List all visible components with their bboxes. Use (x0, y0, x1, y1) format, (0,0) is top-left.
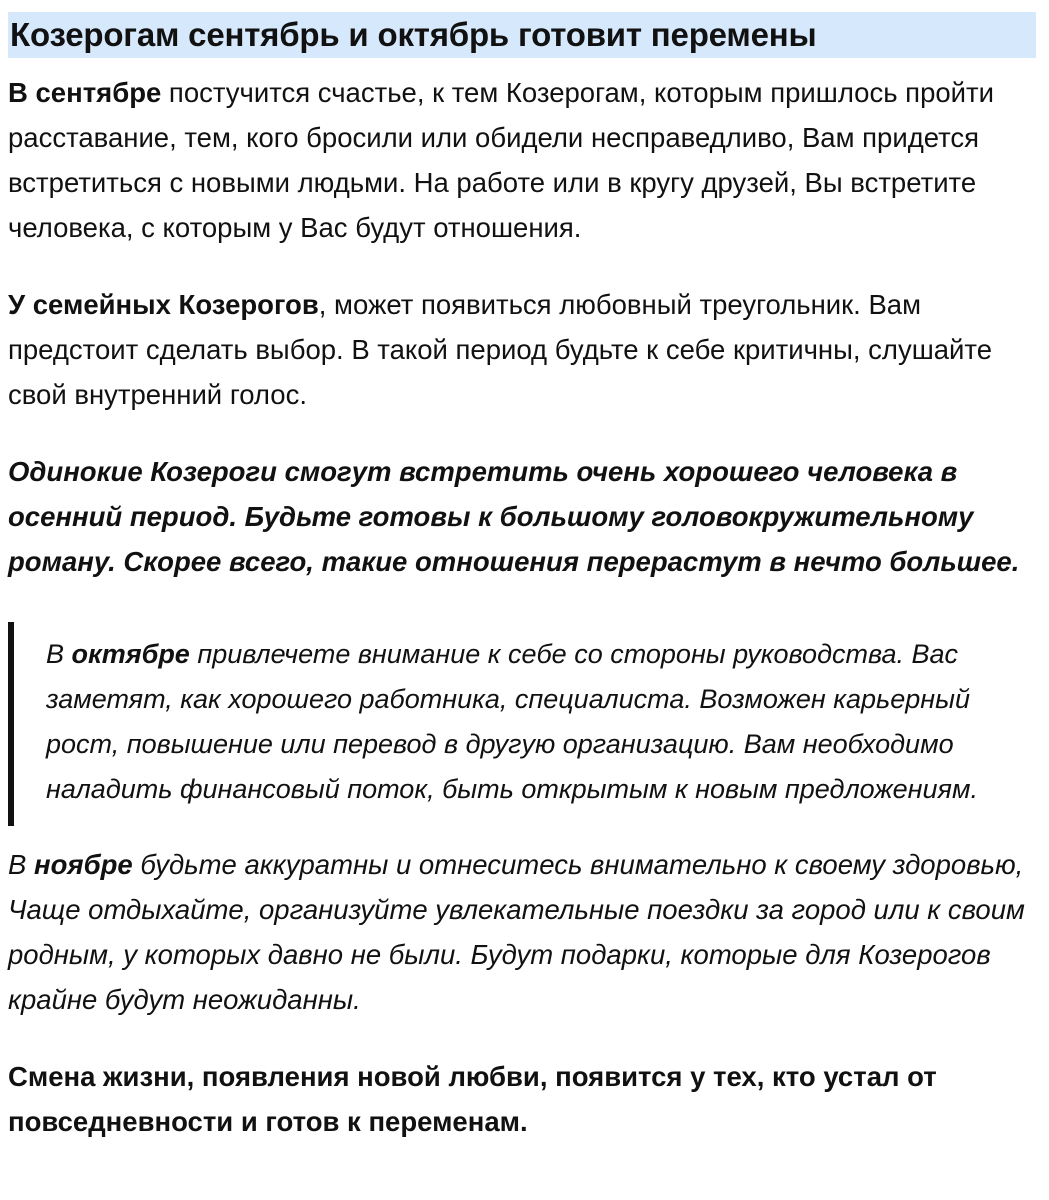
paragraph-single: Одинокие Козероги смогут встретить очень хорошего человека в осенний период. Будьте готовы к большому головокружительному роману. Скорее всего, такие отношения перерастут в нечто большее. (8, 456, 1020, 577)
paragraph-lead: В сентябре (8, 77, 162, 108)
paragraph-prefix: В (8, 849, 34, 880)
paragraph-lead: У семейных Козерогов (8, 289, 319, 320)
paragraph-november (8, 842, 1040, 1022)
quote-text: привлечете внимание к себе со стороны руководства. Вас заметят, как хорошего работника, специалиста. Возможен карьерный рост, повышение или перевод в другую организацию. Вам необходимо наладить финансовый поток, быть открытым к новым предложениям. (46, 639, 978, 804)
quote-october (8, 622, 1000, 826)
paragraph-family (8, 282, 1040, 417)
article-heading-bar (8, 12, 1036, 58)
paragraph-text: постучится счастье, к тем Козерогам, которым пришлось пройти расставание, тем, кого бросили или обидели несправедливо, Вам придется встретиться с новыми людьми. На работе или в кругу друзей, Вы встретите человека, с которым у Вас будут отношения. (8, 77, 994, 243)
paragraph-september (8, 70, 1040, 250)
article-title: Козерогам сентябрь и октябрь готовит перемены (10, 16, 817, 53)
paragraph-text: будьте аккуратны и отнеситесь внимательно к своему здоровью, Чаще отдыхайте, организуйте увлекательные поездки за город или к своим родным, у которых давно не были. Будут подарки, которые для Козерогов крайне будут неожиданны. (8, 849, 1025, 1015)
paragraph-text: , может появиться любовный треугольник. Вам предстоит сделать выбор. В такой период будьте к себе критичны, слушайте свой внутренний голос. (8, 289, 992, 410)
quote-lead: октябре (71, 639, 190, 669)
paragraph-lead: ноябре (33, 849, 133, 880)
article (8, 0, 1040, 1144)
paragraph-conclusion: Смена жизни, появления новой любви, появится у тех, кто устал от повседневности и готов к переменам. (8, 1061, 937, 1137)
quote-prefix: В (46, 639, 72, 669)
quote-paragraph (46, 632, 1000, 812)
